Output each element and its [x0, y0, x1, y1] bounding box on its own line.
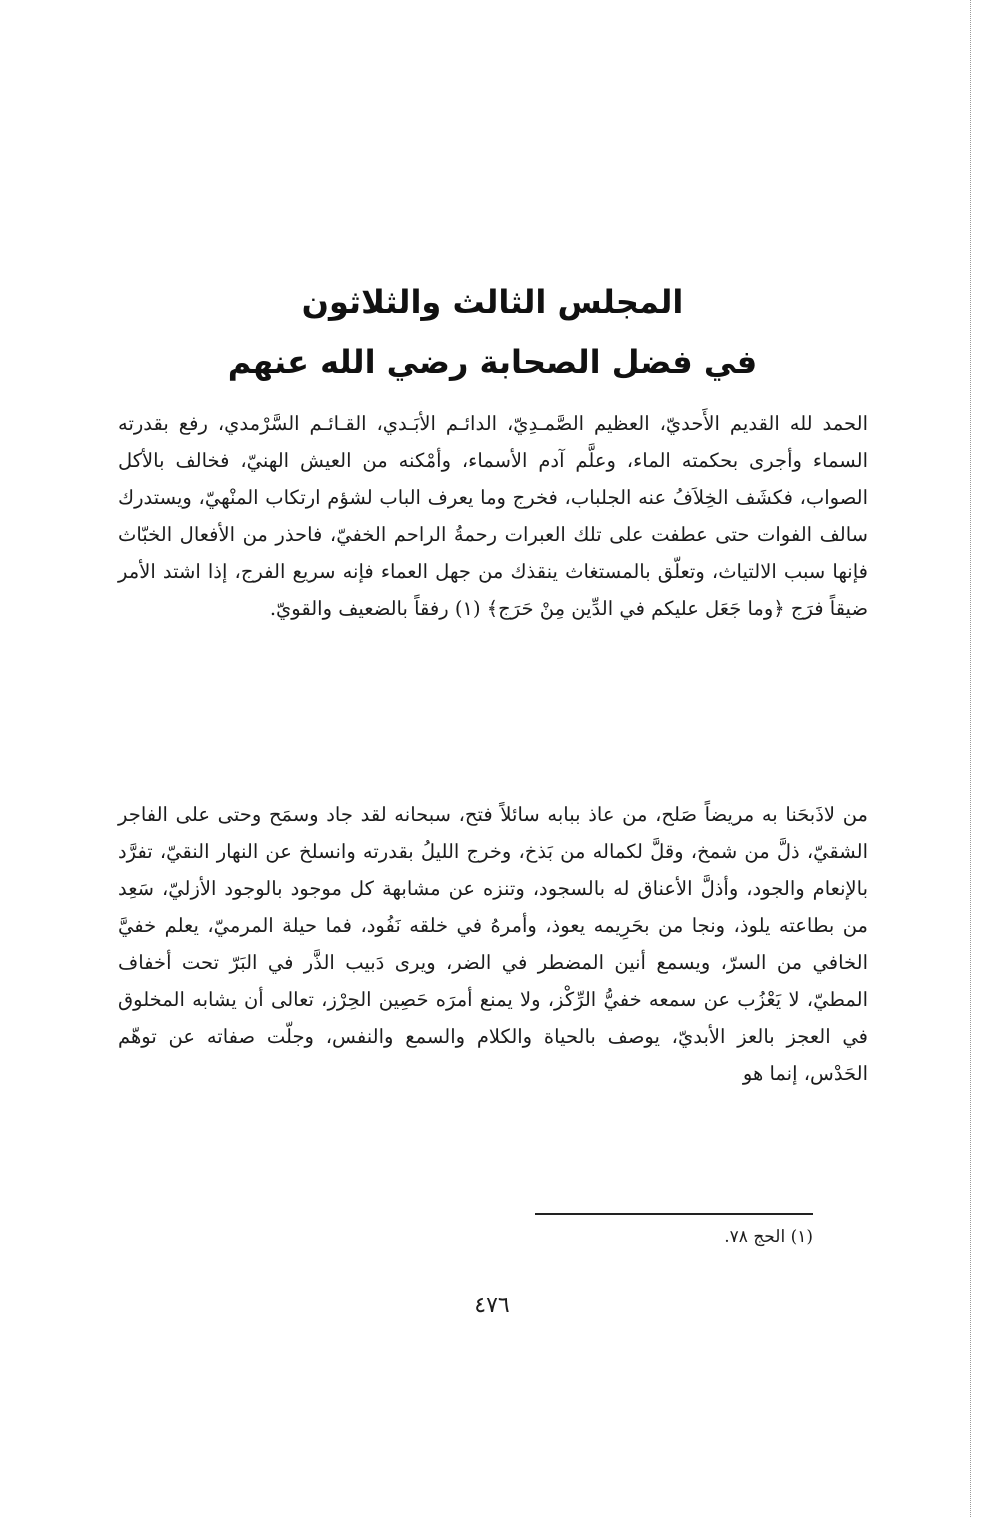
footnote-separator: [535, 1213, 813, 1215]
paragraph-1: الحمد لله القديم الأَحديّ، العظيم الصَّمـدِيّ، الدائـم الأبَـدي، القـائـم السَّرْمدي، رفع بقدرته السماء وأجرى بحكمته الماء، وعلَّم آدم الأسماء، وأمْكنه من العيش الهنيّ، فخالف بالأكل الصواب، فكشَف الخِلاَفُ عنه الجلباب، فخرج وما يعرف الباب لشؤم ارتكاب المنْهيّ، ويستدرك سالف الفوات حتى عطفت على تلك العبرات رحمةُ الراحم الخفيّ، فاحذر من الأفعال الخبّاث فإنها سبب الالتياث، وتعلّق بالمستغاث ينقذك من جهل العماء فإنه سريع الفرج، إذا اشتد الأمر ضيقاً فرَج ﴿وما جَعَل عليكم في الدِّين مِنْ حَرَج﴾ (١) رفقاً بالضعيف والقويّ.: [118, 412, 869, 620]
title-line-2: في فضل الصحابة رضي الله عنهم: [227, 343, 758, 381]
scan-edge-line: [970, 0, 971, 1517]
footnote: (١) الحج ٧٨.: [724, 1227, 813, 1247]
title-line-1: المجلس الثالث والثلاثون: [301, 283, 684, 321]
chapter-title: [120, 272, 865, 392]
paragraph-2-block: [118, 796, 868, 1092]
paragraph-1-block: [118, 405, 868, 627]
paragraph-2: من لاذَبحَنا به مريضاً صَلح، من عاذ ببابه سائلاً فتح، سبحانه لقد جاد وسمَح وحتى على الفاجر الشقيّ، ذلَّ من شمخ، وقلَّ لكماله من بَذخ، وخرج الليلُ بقدرته وانسلخ عن النهار النقيّ، تفرَّد بالإنعام والجود، وأذلَّ الأعناق له بالسجود، وتنزه عن مشابهة كل موجود بالوجود الأزليّ، سَعِد من بطاعته يلوذ، ونجا من بحَرِيمه يعوذ، وأمرهُ في خلقه نَفُود، فما حيلة المرميّ، يعلم خفيَّ الخافي من السرّ، ويسمع أنين المضطر في الضر، ويرى دَبيب الذَّر في البَرّ تحت أخفاف المطيّ، لا يَعْزُب عن سمعه خفيُّ الرِّكْز، ولا يمنع أمرَه حَصِين الحِرْز، تعالى أن يشابه المخلوق في العجز بالعز الأبديّ، يوصف بالحياة والكلام والسمع والنفس، وجلّت صفاته عن توهّم الحَدْس، إنما هو: [118, 803, 868, 1085]
page-number: ٤٧٦: [474, 1293, 510, 1318]
